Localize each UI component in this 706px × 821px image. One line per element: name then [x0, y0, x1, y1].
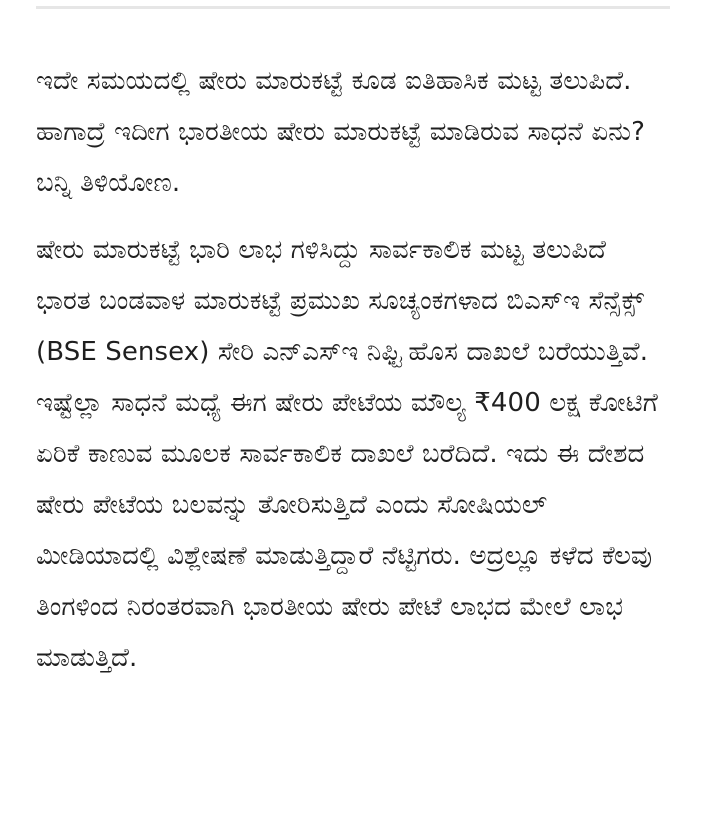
article-paragraph-1: ಇದೇ ಸಮಯದಲ್ಲಿ ಷೇರು ಮಾರುಕಟ್ಟೆ ಕೂಡ ಐತಿಹಾಸಿಕ ಮಟ್ಟ ತಲುಪಿದೆ. ಹಾಗಾದ್ರೆ ಇದೀಗ ಭಾರತೀಯ ಷೇರು ಮಾರುಕಟ್ಟೆ ಮಾಡಿರುವ ಸಾಧನೆ ಏನು? ಬನ್ನಿ ತಿಳಿಯೋಣ. [36, 66, 645, 198]
article-paragraph-2: ಷೇರು ಮಾರುಕಟ್ಟೆ ಭಾರಿ ಲಾಭ ಗಳಿಸಿದ್ದು ಸಾರ್ವಕಾಲಿಕ ಮಟ್ಟ ತಲುಪಿದೆ ಭಾರತ ಬಂಡವಾಳ ಮಾರುಕಟ್ಟೆ ಪ್ರಮುಖ ಸೂಚ್ಯಂಕಗಳಾದ ಬಿಎಸ್‌ಇ ಸೆನ್ಸೆಕ್ಸ್ (BSE Sensex) ಸೇರಿ ಎನ್‌ಎಸ್‌ಇ ನಿಫ್ಟಿ ಹೊಸ ದಾಖಲೆ ಬರೆಯುತ್ತಿವೆ. ಇಷ್ಟೆಲ್ಲಾ ಸಾಧನೆ ಮಧ್ಯೆ ಈಗ ಷೇರು ಪೇಟೆಯ ಮೌಲ್ಯ ₹400 ಲಕ್ಷ ಕೋಟಿಗೆ ಏರಿಕೆ ಕಾಣುವ ಮೂಲಕ ಸಾರ್ವಕಾಲಿಕ ದಾಖಲೆ ಬರೆದಿದೆ. ಇದು ಈ ದೇಶದ ಷೇರು ಪೇಟೆಯ ಬಲವನ್ನು ತೋರಿಸುತ್ತಿದೆ ಎಂದು ಸೋಷಿಯಲ್ ಮೀಡಿಯಾದಲ್ಲಿ ವಿಶ್ಲೇಷಣೆ ಮಾಡುತ್ತಿದ್ದಾರೆ ನೆಟ್ಟಿಗರು. ಅದ್ರಲ್ಲೂ ಕಳೆದ ಕೆಲವು ತಿಂಗಳಿಂದ ನಿರಂತರವಾಗಿ ಭಾರತೀಯ ಷೇರು ಪೇಟೆ ಲಾಭದ ಮೇಲೆ ಲಾಭ ಮಾಡುತ್ತಿದೆ. [36, 235, 658, 673]
article-body [36, 56, 666, 684]
top-divider [36, 6, 670, 9]
